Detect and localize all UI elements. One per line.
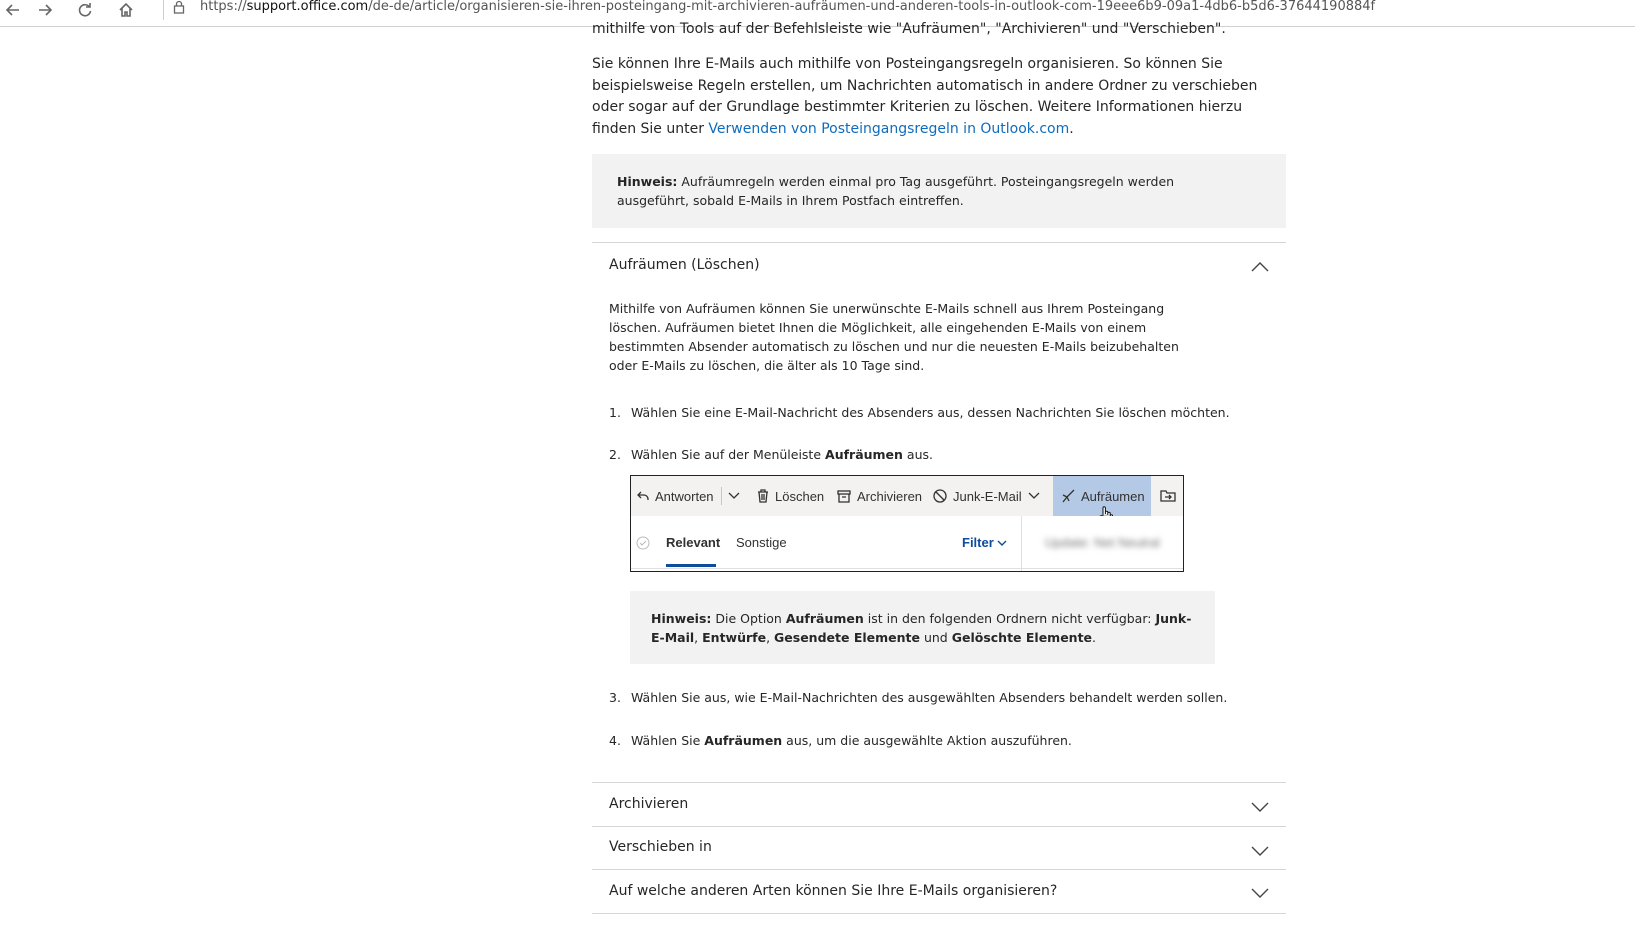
accordion-header-archivieren[interactable] bbox=[592, 783, 1286, 826]
intro-paragraph bbox=[592, 54, 1272, 140]
step-number: 3. bbox=[609, 690, 621, 705]
chevron-down-icon bbox=[1251, 841, 1269, 860]
note-segment: , bbox=[766, 630, 775, 645]
archive-command bbox=[837, 476, 922, 516]
chevron-down-icon bbox=[997, 540, 1007, 547]
note-text bbox=[651, 609, 1196, 647]
note-segment: ist in den folgenden Ordnern nicht verfügbar: bbox=[863, 611, 1156, 626]
note-segment: und bbox=[919, 630, 952, 645]
home-icon bbox=[118, 2, 134, 18]
refresh-icon bbox=[77, 2, 93, 18]
note-label: Hinweis: bbox=[617, 174, 678, 189]
reply-command bbox=[637, 476, 714, 516]
divider bbox=[592, 913, 1286, 914]
forward-arrow-icon bbox=[37, 3, 53, 17]
filter-control bbox=[962, 535, 1007, 550]
reply-icon bbox=[637, 490, 649, 502]
cut-off-text: mithilfe von Tools auf der Befehlsleiste wie "Aufräumen", "Archivieren" und "Verschieben". bbox=[592, 21, 1226, 37]
step-text: Wählen Sie aus, wie E-Mail-Nachrichten des ausgewählten Absenders behandelt werden sollen. bbox=[631, 690, 1228, 705]
intro-text: Sie können Ihre E-Mails auch mithilfe von Posteingangsregeln organisieren. So können Sie beispielsweise Regeln erstellen, um Nachrichten automatisch in andere Ordner zu verschieben oder sogar auf der Grundlage bestimmter Kriterien zu löschen. Weitere Informationen hierzu finden Sie unter bbox=[592, 56, 1258, 137]
accordion-header-verschieben[interactable] bbox=[592, 827, 1286, 869]
refresh-button[interactable] bbox=[72, 0, 98, 20]
step-number: 4. bbox=[609, 733, 621, 748]
note-bold: Junk-E-Mail bbox=[651, 611, 1192, 645]
trash-icon bbox=[757, 489, 769, 503]
note-segment: . bbox=[1092, 630, 1097, 645]
step-number: 2. bbox=[609, 447, 621, 462]
tab-underline bbox=[666, 564, 716, 567]
note-box bbox=[592, 154, 1286, 228]
archive-icon bbox=[837, 490, 851, 503]
step-text-bold: Aufräumen bbox=[704, 733, 783, 748]
section-description: Mithilfe von Aufräumen können Sie unerwünschte E-Mails schnell aus Ihrem Posteingang löschen. Aufräumen bietet Ihnen die Möglichkeit, alle eingehenden E-Mails von einem bestimmten Absender automatisch zu löschen und nur die neuesten E-Mails beizubehalten oder E-Mails zu löschen, die älter als 10 Tage sind. bbox=[609, 301, 1179, 373]
accordion-title: Verschieben in bbox=[609, 839, 712, 855]
chevron-down-icon bbox=[1028, 492, 1040, 500]
blurred-preview: Update: Net Neutral bbox=[1045, 535, 1160, 550]
note-bold: Entwürfe bbox=[702, 630, 767, 645]
step-text-pre: Wählen Sie bbox=[631, 733, 705, 748]
note-body: Aufräumregeln werden einmal pro Tag ausgeführt. Posteingangsregeln werden ausgeführt, sobald E-Mails in Ihrem Postfach eintreffen. bbox=[617, 174, 1175, 208]
step-text-post: aus. bbox=[902, 447, 933, 462]
note-bold: Gelöschte Elemente bbox=[951, 630, 1093, 645]
junk-command bbox=[933, 476, 1040, 516]
delete-command bbox=[757, 476, 824, 516]
chevron-down-icon bbox=[728, 492, 740, 500]
home-button[interactable] bbox=[113, 0, 139, 20]
junk-label: Junk-E-Mail bbox=[953, 488, 1022, 504]
step-number: 1. bbox=[609, 405, 621, 420]
forward-button[interactable] bbox=[32, 0, 58, 20]
note-bold: Aufräumen bbox=[785, 611, 864, 626]
delete-label: Löschen bbox=[775, 488, 825, 504]
reply-dropdown bbox=[728, 476, 740, 516]
chevron-up-icon bbox=[1251, 257, 1269, 276]
folder-move-icon bbox=[1160, 490, 1176, 502]
url-path: /de-de/article/organisieren-sie-ihren-posteingang-mit-archivieren-aufräumen-und-anderen-tools-in-outlook-com-19eee6b9-09a1-4db6-b5d6-37644190884f bbox=[368, 0, 1376, 14]
intro-end: . bbox=[1069, 120, 1074, 137]
move-command bbox=[1160, 476, 1176, 516]
archive-label: Archivieren bbox=[857, 488, 923, 504]
accordion-header-other-ways[interactable] bbox=[592, 870, 1286, 913]
note-segment: , bbox=[694, 630, 703, 645]
step-text-pre: Wählen Sie auf der Menüleiste bbox=[631, 447, 826, 462]
tab-other: Sonstige bbox=[736, 535, 787, 550]
reply-label: Antworten bbox=[655, 488, 714, 504]
step-text bbox=[631, 445, 933, 464]
step-text bbox=[631, 731, 1072, 750]
note-box bbox=[630, 591, 1215, 664]
broom-icon bbox=[1061, 489, 1075, 503]
sweep-label: Aufräumen bbox=[1081, 488, 1145, 504]
outlook-inbox-tabs bbox=[631, 516, 1183, 571]
tab-focused: Relevant bbox=[666, 535, 721, 550]
step-text-post: aus, um die ausgewählte Aktion auszuführen. bbox=[782, 733, 1072, 748]
note-text bbox=[617, 172, 1237, 210]
accordion-title: Aufräumen (Löschen) bbox=[609, 257, 760, 273]
inbox-rules-link[interactable]: Verwenden von Posteingangsregeln in Outlook.com bbox=[708, 120, 1070, 137]
block-icon bbox=[933, 489, 947, 503]
accordion-title: Auf welche anderen Arten können Sie Ihre E-Mails organisieren? bbox=[609, 883, 1058, 899]
url-domain: support.office.com bbox=[246, 0, 369, 14]
note-label: Hinweis: bbox=[651, 611, 712, 626]
accordion-header-aufraeumen[interactable] bbox=[592, 243, 1286, 289]
chevron-down-icon bbox=[1251, 797, 1269, 816]
step-text: Wählen Sie eine E-Mail-Nachricht des Absenders aus, dessen Nachrichten Sie löschen möchten. bbox=[631, 405, 1230, 420]
note-bold: Gesendete Elemente bbox=[774, 630, 920, 645]
filter-label: Filter bbox=[962, 535, 994, 550]
outlook-command-bar bbox=[631, 476, 1183, 516]
url-scheme: https:// bbox=[200, 0, 247, 14]
outlook-toolbar-screenshot bbox=[630, 475, 1184, 572]
step-text-bold: Aufräumen bbox=[825, 447, 903, 462]
back-arrow-icon bbox=[5, 3, 21, 17]
select-all-circle-icon bbox=[636, 536, 650, 550]
back-button[interactable] bbox=[0, 0, 26, 20]
accordion-title: Archivieren bbox=[609, 796, 689, 812]
chevron-down-icon bbox=[1251, 883, 1269, 902]
note-segment: Die Option bbox=[711, 611, 786, 626]
